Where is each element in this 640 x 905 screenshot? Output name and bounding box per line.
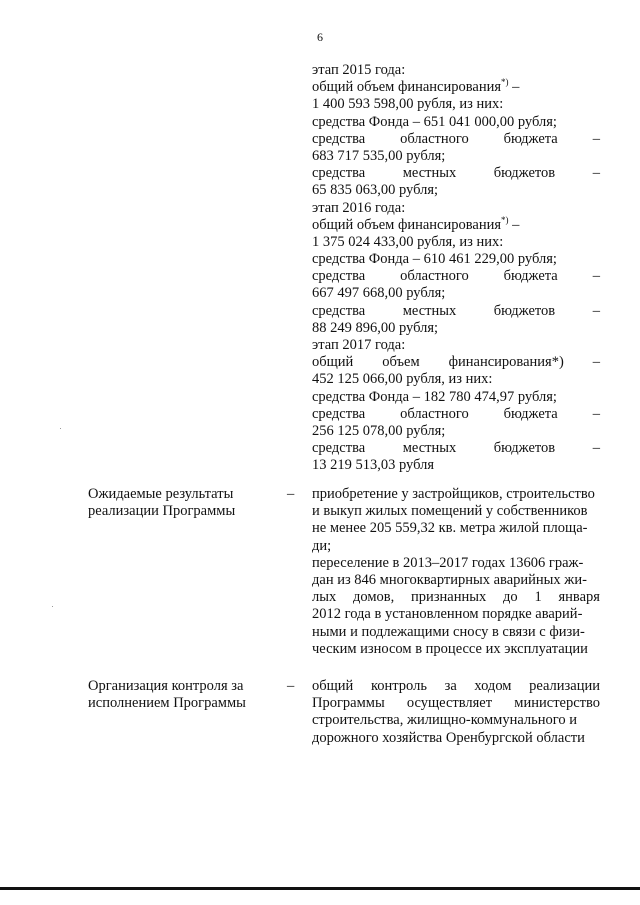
text-word: бюджетов [493, 440, 556, 457]
text-span: этап 2017 года: [312, 337, 406, 353]
text-word: министерство [514, 695, 600, 712]
text-word: бюджета [503, 130, 558, 147]
control-text [312, 678, 600, 747]
text-line [312, 440, 600, 457]
text-span: этап 2016 года: [312, 199, 406, 216]
text-word: лых [312, 589, 337, 606]
text-span: – [508, 216, 520, 233]
text-word: – [592, 354, 600, 371]
text-word: областного [400, 405, 469, 422]
text-word: объем [382, 354, 420, 371]
text-span: общий объем финансирования [312, 216, 502, 233]
text-word: местных [402, 440, 457, 457]
text-span: 667 497 668,00 рубля; [312, 285, 446, 302]
text-span: 256 125 078,00 рубля; [312, 422, 446, 439]
text-word: средства [312, 405, 366, 422]
text-span: ди; [312, 537, 332, 554]
text-span: этап 2015 года: [312, 62, 406, 78]
text-span: не менее 205 559,32 кв. метра жилой площа- [312, 520, 588, 537]
results-label-line: реализации Программы [88, 503, 236, 520]
text-line [312, 641, 600, 658]
text-span: 1 400 593 598,00 рубля, из них: [312, 96, 504, 113]
text-span: 88 249 896,00 рубля; [312, 319, 439, 336]
results-dash: – [287, 486, 295, 502]
text-word: бюджета [503, 405, 558, 422]
text-line [312, 423, 600, 440]
text-line [312, 114, 600, 131]
text-line [312, 678, 600, 695]
text-line [312, 538, 600, 555]
text-word: – [592, 440, 600, 457]
text-word: осуществляет [406, 695, 493, 712]
text-word: общий [312, 354, 354, 371]
text-span: 452 125 066,00 рубля, из них: [312, 371, 493, 388]
text-line [312, 406, 600, 423]
text-word: бюджетов [493, 302, 556, 319]
control-label-line: исполнением Программы [88, 695, 246, 712]
text-word: до [503, 589, 518, 606]
results-text [312, 486, 600, 658]
text-span: 2012 года в установленном порядке аварий- [312, 606, 583, 623]
text-line [312, 148, 600, 165]
scan-speck [52, 606, 53, 607]
text-span: 65 835 063,00 рубля; [312, 182, 439, 199]
text-word: – [592, 165, 600, 182]
text-line [312, 520, 600, 537]
footnote-marker: *) [501, 77, 509, 88]
text-span: приобретение у застройщиков, строительство [312, 486, 595, 502]
text-word: – [592, 405, 600, 422]
text-line [312, 131, 600, 148]
text-line [312, 457, 600, 474]
text-span: средства Фонда – 610 461 229,00 рубля; [312, 251, 557, 268]
text-word: реализации [529, 678, 600, 694]
text-span: дорожного хозяйства Оренбургской области [312, 729, 585, 746]
text-word: бюджетов [493, 165, 556, 182]
text-word: – [592, 302, 600, 319]
text-word: признанных [411, 589, 487, 606]
text-line [312, 624, 600, 641]
text-word: – [592, 130, 600, 147]
text-line [312, 303, 600, 320]
text-line [312, 503, 600, 520]
text-line [312, 589, 600, 606]
text-line [312, 96, 600, 113]
text-word: за [444, 678, 457, 694]
text-line [312, 337, 600, 354]
text-span: 13 219 513,03 рубля [312, 457, 435, 474]
text-word: контроль [370, 678, 427, 694]
text-line [312, 712, 600, 729]
text-word: домов, [353, 589, 395, 606]
footnote-marker: *) [501, 214, 509, 225]
text-line [312, 268, 600, 285]
text-span: переселение в 2013–2017 годах 13606 граж- [312, 554, 584, 571]
text-word: средства [312, 302, 366, 319]
text-line [312, 695, 600, 712]
text-line [312, 234, 600, 251]
text-span: и выкуп жилых помещений у собственников [312, 503, 588, 520]
text-span: общий объем финансирования [312, 79, 502, 96]
text-line [312, 389, 600, 406]
text-word: Программы [312, 695, 385, 712]
text-line [312, 62, 600, 79]
text-word: средства [312, 268, 366, 285]
text-line [312, 486, 600, 503]
text-word: областного [400, 268, 469, 285]
text-line [312, 730, 600, 747]
text-word: местных [402, 302, 457, 319]
text-line [312, 251, 600, 268]
funding-text [312, 62, 600, 475]
control-label-line: Организация контроля за [88, 678, 244, 694]
text-span: ными и подлежащими сносу в связи с физи- [312, 623, 585, 640]
text-word: средства [312, 440, 366, 457]
text-line [312, 572, 600, 589]
text-line [312, 79, 600, 96]
text-span: дан из 846 многоквартирных аварийных жи- [312, 571, 587, 588]
text-line [312, 606, 600, 623]
text-word: – [592, 268, 600, 285]
text-word: 1 [534, 589, 542, 606]
text-span: 1 375 024 433,00 рубля, из них: [312, 233, 504, 250]
text-span: ческим износом в процессе их эксплуатации [312, 640, 588, 657]
text-line [312, 182, 600, 199]
text-word: ходом [474, 678, 512, 694]
text-span: строительства, жилищно-коммунального и [312, 712, 578, 729]
control-dash: – [287, 678, 295, 694]
results-label-line: Ожидаемые результаты [88, 486, 234, 502]
text-line [312, 285, 600, 302]
text-word: общий [312, 678, 354, 694]
scan-speck [60, 428, 61, 429]
text-line [312, 555, 600, 572]
text-line [312, 354, 600, 371]
text-word: бюджета [503, 268, 558, 285]
text-span: – [508, 79, 520, 96]
bottom-rule [0, 887, 640, 890]
text-word: местных [402, 165, 457, 182]
text-span: средства Фонда – 182 780 474,97 рубля; [312, 388, 557, 405]
text-line [312, 165, 600, 182]
text-word: средства [312, 130, 366, 147]
text-word: января [558, 589, 600, 606]
text-word: средства [312, 165, 366, 182]
text-word: областного [400, 130, 469, 147]
text-word: финансирования*) [448, 354, 564, 371]
text-line [312, 214, 600, 234]
control-label [88, 678, 278, 712]
text-line [312, 320, 600, 337]
text-span: средства Фонда – 651 041 000,00 рубля; [312, 113, 557, 130]
text-line [312, 200, 600, 217]
results-label [88, 486, 278, 520]
page-number: 6 [317, 30, 323, 44]
text-span: 683 717 535,00 рубля; [312, 147, 446, 164]
text-line [312, 371, 600, 388]
